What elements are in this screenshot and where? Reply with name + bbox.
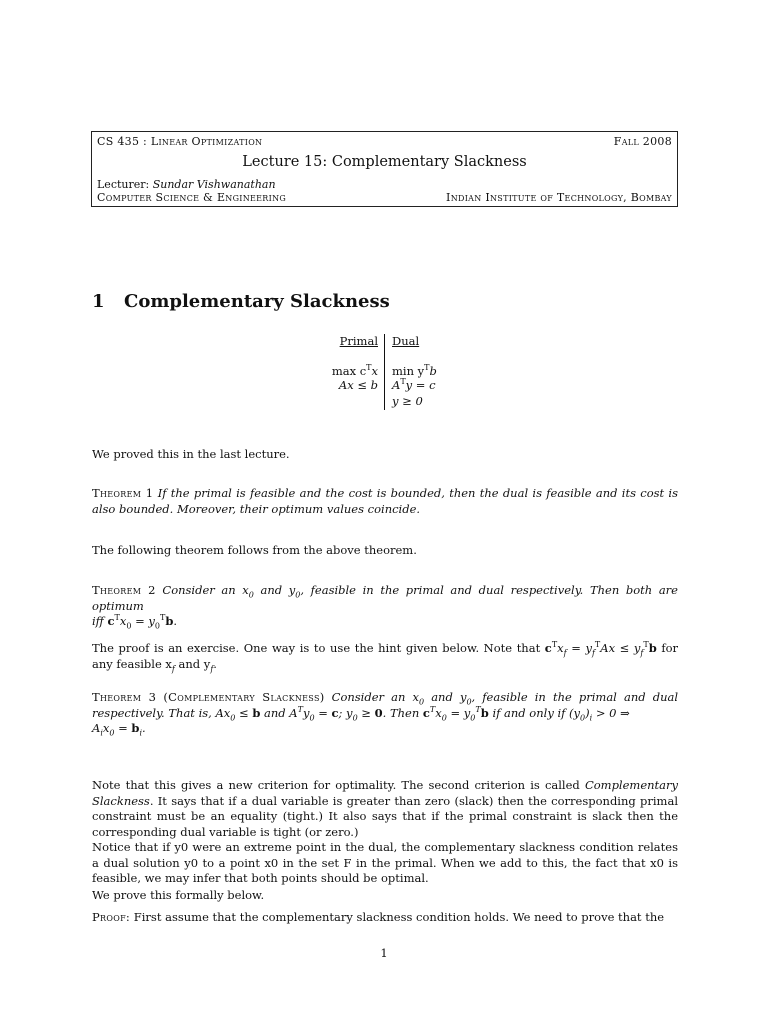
dual-constraint: $A^Ty = c$ xyxy=(392,377,436,392)
primal-objective: $\max c^Tx$ xyxy=(331,363,378,378)
department: Computer Science & Engineering xyxy=(97,191,287,204)
table-divider xyxy=(384,334,385,410)
proof-label: Proof: xyxy=(92,910,131,924)
primal-constraint: Ax ≤ b xyxy=(338,378,378,392)
proof-paragraph: Proof: First assume that the complementary slackness condition holds. We need to prove that the xyxy=(92,910,665,924)
dual-heading: Dual xyxy=(392,334,420,348)
section-title: Complementary Slackness xyxy=(124,291,390,312)
theorem-1 xyxy=(92,486,678,517)
section-number: 1 xyxy=(92,291,105,312)
theorem-3: Theorem 3 (Complementary Slackness) Consider an $x_0$ and $y_0$, feasible in the primal and dual respectively. That is, $Ax_0 \le b$ and $A^Ty_0 = c$; $y_0 \ge 0$. Then $c^Tx_0 = y_0^Tb$ if and only if $(y_0)_i > 0$ ⇒ $A_ix_0 = b_i$. xyxy=(92,690,679,738)
theorem-1-label: Theorem 1 xyxy=(92,486,154,500)
term: Fall 2008 xyxy=(613,135,672,148)
dual-objective: $\min y^Tb$ xyxy=(392,363,437,378)
header-row-affiliation xyxy=(97,191,672,204)
paragraph-intro: We proved this in the last lecture. xyxy=(92,447,290,461)
paragraph-proof-hint: The proof is an exercise. One way is to use the hint given below. Note that $c^Tx_f = y_f^TAx \le y_f^Tb$ for any feasible $x_f$ and $y_f$. xyxy=(92,640,679,673)
theorem-1-body: If the primal is feasible and the cost is bounded, then the dual is feasible and its cost is also bounded. Moreover, their optimum values coincide. xyxy=(92,486,678,516)
term-complementary-slackness: Complementary Slackness xyxy=(92,778,678,808)
course-name: CS 435 : Linear Optimization xyxy=(97,135,263,148)
section-heading xyxy=(92,291,390,312)
primal-heading: Primal xyxy=(339,334,378,348)
lecture-title: Lecture 15: Complementary Slackness xyxy=(242,154,527,170)
paragraph-following: The following theorem follows from the above theorem. xyxy=(92,543,417,557)
lecture-header-box xyxy=(91,131,678,207)
header-row-lecturer xyxy=(97,178,672,191)
primal-dual-table xyxy=(300,334,470,412)
lecturer-name: Sundar Vishwanathan xyxy=(152,178,276,191)
paragraph-complementary-slackness: Note that this gives a new criterion for optimality. The second criterion is called Complementary Slackness. It says that if a dual variable is greater than zero (slack) then the corresponding primal constraint must be an equality (tight.) It also says that if the primal constraint is slack then the corresponding dual variable is tight (or zero.) xyxy=(92,778,678,839)
lecturer-label: Lecturer: xyxy=(97,178,150,191)
paragraph-extreme-point: Notice that if y0 were an extreme point in the dual, the complementary slackness condition relates a dual solution y0 to a point x0 in the set F in the primal. When we add to this, the fact that x0 is feasible, we may infer that both points should be optimal. xyxy=(92,840,678,885)
dual-nonneg: y ≥ 0 xyxy=(392,394,423,408)
page-number: 1 xyxy=(380,946,388,960)
header-row-course xyxy=(97,135,672,148)
theorem-2: Theorem 2 Consider an $x_0$ and $y_0$, feasible in the primal and dual respectively. Then both are optimum iff $c^Tx_0 = y_0^Tb$. xyxy=(92,583,678,631)
paragraph-prove-formally: We prove this formally below. xyxy=(92,888,265,902)
institute: Indian Institute of Technology, Bombay xyxy=(446,191,672,204)
